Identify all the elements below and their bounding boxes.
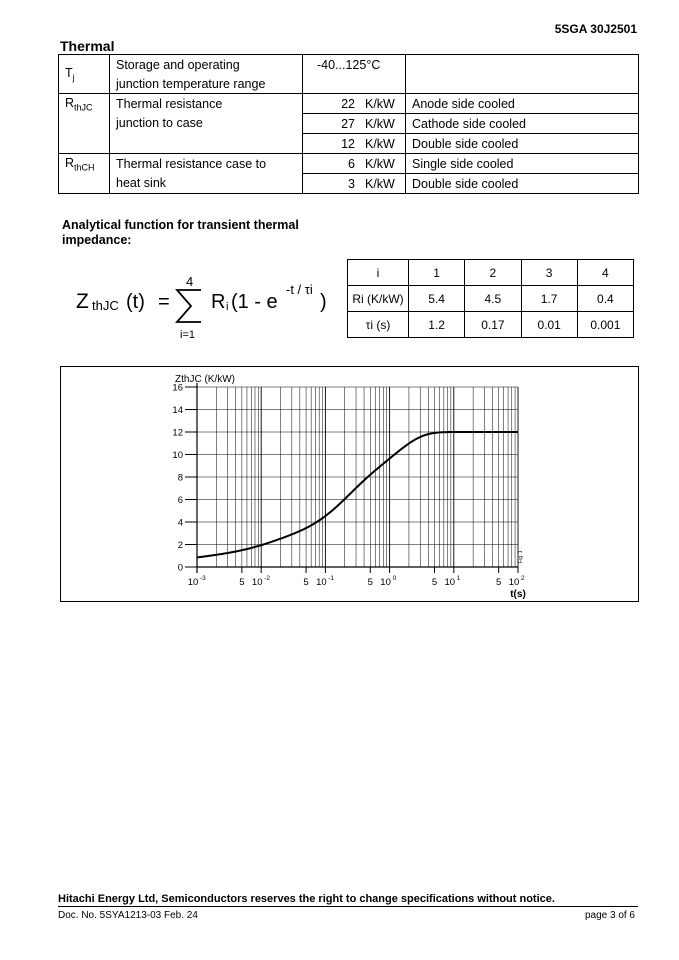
table-cell: 3 [521,260,577,286]
table-cell: 0.4 [577,286,633,312]
y-tick-label: 8 [177,472,183,484]
y-tick-label: 4 [177,517,183,529]
table-cell: 0.01 [521,312,577,338]
analytic-title: Analytical function for transient thermal impedance: [62,218,299,247]
y-tick-label: 0 [177,562,183,574]
value-unit: K/kW [365,136,395,151]
sum-top: 4 [186,274,194,289]
value-unit: K/kW [365,116,395,131]
x-tick-label: 5 [303,577,309,588]
table-cell: 1.7 [521,286,577,312]
x-tick-label: 10 [444,577,456,588]
table-cell: 1 [409,260,465,286]
x-tick-exponent: -1 [328,575,335,582]
section-title: Thermal [60,38,115,54]
params-table [347,259,634,338]
formula-term: R [211,291,226,313]
table-row [348,260,634,286]
x-tick-label: 5 [496,577,502,588]
param-text: junction to case [110,114,303,154]
x-tick-exponent: 2 [521,575,525,582]
formula-term-sub: i [226,301,229,313]
formula-eq: = [158,291,170,313]
param-text: Storage and operating [110,55,303,75]
value-num: 27 [341,116,355,131]
table-cell: 5.4 [409,286,465,312]
x-tick-label: 5 [431,577,438,588]
y-tick-label: 2 [177,540,183,551]
value-unit: K/kW [365,96,395,111]
param-text: Thermal resistance case to [110,154,303,174]
table-row [59,94,639,114]
formula-lhs-sub: thJC [92,298,119,313]
x-tick-label: 10 [251,577,263,588]
series-line-zthjc [197,432,518,557]
x-tick-label: 5 [239,577,245,588]
y-tick-label: 12 [172,427,183,439]
table-cell: 2 [465,260,521,286]
symbol: R [65,156,75,170]
table-row [59,174,639,194]
table-row [59,55,639,75]
footer-doc-number: Doc. No. 5SYA1213-03 Feb. 24 [58,910,198,921]
transient-impedance-chart [61,367,638,601]
y-tick-label: 16 [172,382,183,394]
formula-close: ) [320,291,327,313]
sum-bottom: i=1 [180,329,195,340]
value-num: 6 [348,156,355,171]
table-cell: 1.2 [409,312,465,338]
table-cell: 4 [577,260,633,286]
formula-body: (1 - e [231,291,278,313]
conditions [406,55,639,94]
param-text: junction temperature range [110,74,303,94]
param-text: heat sink [110,174,303,194]
footer-divider [58,906,638,907]
x-tick-label: 10 [380,577,391,588]
value-unit: K/kW [365,176,395,191]
conditions: Cathode side cooled [406,114,639,134]
y-tick-label: 6 [177,495,183,506]
figure-id: Fig. 1 [518,550,524,563]
y-axis-label: ZthJC (K/kW) [175,374,235,385]
thermal-table [58,54,639,194]
table-row [348,286,634,312]
transient-formula [74,270,344,340]
value-unit: K/kW [365,156,395,171]
conditions: Anode side cooled [406,94,639,114]
x-tick-exponent: -3 [200,575,206,582]
table-cell: i [348,260,409,286]
formula-arg: (t) [126,291,145,313]
table-cell: Ri (K/kW) [348,286,409,312]
conditions: Double side cooled [406,174,639,194]
table-row [59,154,639,174]
chart-frame [60,366,639,602]
symbol: T [65,65,73,80]
table-cell: τi (s) [348,312,409,338]
x-tick-label: 10 [187,577,199,588]
value-num: 3 [348,176,355,191]
x-tick-label: 5 [367,577,373,588]
value-num: 22 [341,96,355,111]
symbol: R [65,96,75,110]
formula-lhs: Z [76,290,89,313]
symbol-sub: thCH [74,162,95,173]
x-tick-label: 10 [316,577,327,588]
document-id: 5SGA 30J2501 [554,22,637,36]
table-cell: 0.17 [465,312,521,338]
y-tick-label: 10 [172,450,183,461]
param-text: Thermal resistance [110,94,303,114]
formula-exponent: -t / τi [286,282,313,297]
table-cell: 0.001 [577,312,633,338]
x-axis-label: t(s) [510,589,526,600]
symbol-sub: j [72,72,75,83]
table-cell: 4.5 [465,286,521,312]
x-tick-exponent: 1 [456,575,461,582]
footer-notice: Hitachi Energy Ltd, Semiconductors reserves the right to change specifications without notice. [58,893,555,905]
sigma-icon [177,290,201,322]
x-tick-label: 10 [508,577,520,588]
value-num: 12 [341,136,355,151]
conditions: Single side cooled [406,154,639,174]
table-row [348,312,634,338]
symbol-sub: thJC [74,102,93,113]
x-tick-exponent: -2 [264,575,270,582]
conditions: Double side cooled [406,134,639,154]
table-row [59,114,639,134]
value: -40...125°C [303,55,406,94]
x-tick-exponent: 0 [392,575,397,582]
footer-page-number: page 3 of 6 [584,910,635,921]
y-tick-label: 14 [172,405,183,416]
